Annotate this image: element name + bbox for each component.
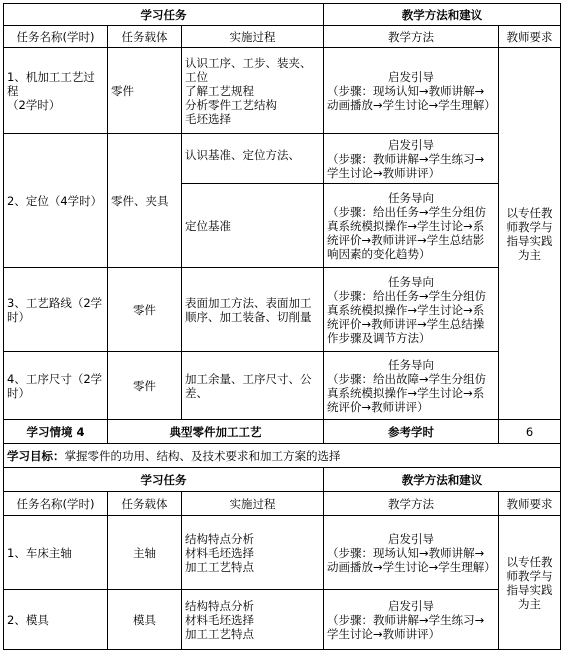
table-row [4, 352, 561, 420]
method-cell [324, 590, 499, 650]
section2-method-header: 教学方法和建议 [324, 468, 561, 492]
section1-method-header: 教学方法和建议 [324, 4, 561, 26]
method-steps: （步骤：教师讲解→学生练习→学生讨论→教师讲评） [327, 612, 485, 641]
table-row [4, 134, 561, 184]
process-line: 材料毛坯选择 [185, 545, 254, 560]
process-line: 结构特点分析 [185, 598, 254, 613]
process-cell [182, 48, 324, 134]
task-carrier-cell: 零件 [108, 48, 182, 134]
task-name-cell: 1、车床主轴 [4, 516, 108, 590]
process-line: 加工工艺特点 [185, 626, 254, 641]
hours-value: 6 [499, 420, 561, 444]
section1-header-row [4, 4, 561, 26]
method-steps: （步骤：教师讲解→学生练习→学生讨论→教师讲评） [327, 151, 485, 180]
method-cell [324, 268, 499, 352]
method-cell [324, 134, 499, 184]
table-row [4, 268, 561, 352]
col-task-name: 任务名称(学时) [4, 26, 108, 48]
method-cell [324, 352, 499, 420]
task-carrier-cell: 零件 [108, 268, 182, 352]
method-title: 任务导向 [388, 357, 435, 372]
method-title: 启发引导 [388, 137, 435, 152]
situation-title: 典型零件加工工艺 [108, 420, 324, 444]
task-name-cell: 1、机加工工艺过程 （2学时） [4, 48, 108, 134]
method-steps: （步骤：给出故障→学生分组仿真系统模拟操作→学生讨论→系统评价→教师讲评） [327, 371, 487, 414]
goal-text: 掌握零件的功用、结构、及技术要求和加工方案的选择 [64, 448, 341, 463]
process-line: 结构特点分析 [185, 531, 254, 546]
situation-label: 学习情境 4 [4, 420, 108, 444]
table-row [4, 516, 561, 590]
method-cell [324, 516, 499, 590]
method-steps: （步骤：现场认知→教师讲解→动画播放→学生讨论→学生理解） [327, 83, 496, 112]
process-line: 认识基准、定位方法、 [185, 148, 300, 162]
process-cell [182, 516, 324, 590]
task-name-cell: 3、工艺路线（2学时） [4, 268, 108, 352]
course-plan-table [3, 3, 561, 650]
task-name-cell: 4、工序尺寸（2学时） [4, 352, 108, 420]
section2-column-row [4, 492, 561, 516]
col-method: 教学方法 [324, 26, 499, 48]
situation-row [4, 420, 561, 444]
section1-task-header: 学习任务 [4, 4, 324, 26]
task-name-cell: 2、模具 [4, 590, 108, 650]
hours-label: 参考学时 [324, 420, 499, 444]
learning-goal [4, 444, 561, 468]
table-row [4, 48, 561, 134]
method-cell [324, 184, 499, 268]
teacher-requirement: 以专任教师教学与指导实践为主 [499, 48, 561, 420]
process-line: 分析零件工艺结构 [185, 97, 277, 112]
method-cell [324, 48, 499, 134]
col-method: 教学方法 [324, 492, 499, 516]
goal-row [4, 444, 561, 468]
process-line: 材料毛坯选择 [185, 612, 254, 627]
section2-task-header: 学习任务 [4, 468, 324, 492]
process-cell [182, 134, 324, 184]
task-carrier-cell: 零件、夹具 [108, 134, 182, 268]
method-title: 任务导向 [388, 190, 435, 205]
col-teacher: 教师要求 [499, 492, 561, 516]
process-line: 了解工艺规程 [185, 83, 254, 98]
task-carrier-cell: 零件 [108, 352, 182, 420]
goal-label: 学习目标： [7, 448, 65, 463]
col-task-carrier: 任务载体 [108, 492, 182, 516]
col-task-name: 任务名称(学时) [4, 492, 108, 516]
col-process: 实施过程 [182, 26, 324, 48]
process-cell [182, 268, 324, 352]
method-title: 启发引导 [388, 598, 435, 613]
method-steps: （步骤：给出任务→学生分组仿真系统模拟操作→学生讨论→系统评价→教师讲评→学生总结操作步骤及调节方法） [327, 288, 487, 345]
process-line: 定位基准 [185, 218, 231, 233]
process-line: 加工工艺特点 [185, 559, 254, 574]
method-title: 启发引导 [388, 531, 435, 546]
task-carrier-cell: 主轴 [108, 516, 182, 590]
section1-column-row [4, 26, 561, 48]
section2-header-row [4, 468, 561, 492]
process-cell [182, 352, 324, 420]
col-task-carrier: 任务载体 [108, 26, 182, 48]
task-name-cell: 2、定位（4学时） [4, 134, 108, 268]
col-teacher: 教师要求 [499, 26, 561, 48]
process-line: 加工余量、工序尺寸、公差、 [185, 371, 312, 400]
process-line: 毛坯选择 [185, 111, 231, 126]
task-carrier-cell: 模具 [108, 590, 182, 650]
process-cell [182, 590, 324, 650]
process-line: 表面加工方法、表面加工顺序、加工装备、切削量 [185, 295, 312, 324]
method-steps: （步骤：现场认知→教师讲解→动画播放→学生讨论→学生理解） [327, 545, 496, 574]
process-line: 认识工序、工步、装夹、工位 [185, 55, 312, 84]
table-row [4, 590, 561, 650]
method-steps: （步骤：给出任务→学生分组仿真系统模拟操作→学生讨论→系统评价→教师讲评→学生总结影响因素的变化趋势） [327, 204, 487, 261]
method-title: 启发引导 [388, 69, 435, 84]
col-process: 实施过程 [182, 492, 324, 516]
process-cell [182, 184, 324, 268]
teacher-requirement: 以专任教师教学与指导实践为主 [499, 516, 561, 650]
method-title: 任务导向 [388, 274, 435, 289]
